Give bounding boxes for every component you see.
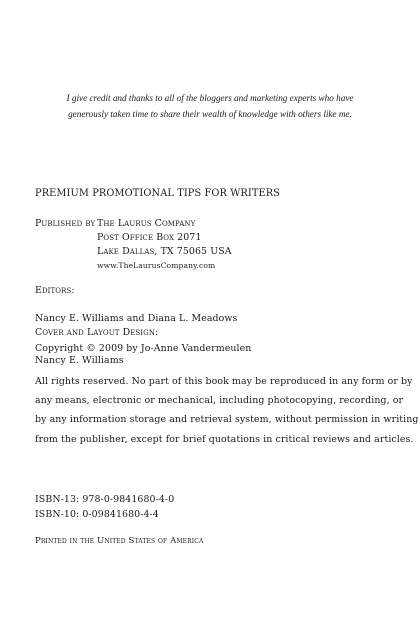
dedication-line: I give credit and thanks to all of the bloggers and marketing experts who have: [66, 93, 354, 103]
publisher-name: The Laurus Company: [97, 218, 196, 229]
rights-notice: [35, 372, 419, 449]
isbn-10: ISBN-10: 0-09841680-4-4: [35, 509, 159, 520]
designer-name: Nancy E. Williams: [35, 355, 124, 366]
rights-line: from the publisher, except for brief quotations in critical reviews and articles.: [35, 433, 414, 445]
publisher-website: www.TheLaurusCompany.com: [97, 261, 216, 270]
design-label: Cover and Layout Design:: [35, 327, 159, 338]
publisher-address-line: Lake Dallas, TX 75065 USA: [97, 246, 232, 257]
isbn-block: [35, 492, 174, 522]
dedication-line: generously taken time to share their wealth of knowledge with others like me.: [68, 109, 352, 119]
dedication: [20, 90, 400, 122]
editors-line: [35, 284, 237, 326]
book-title: PREMIUM PROMOTIONAL TIPS FOR WRITERS: [35, 188, 281, 199]
printed-in-notice: Printed in the United States of America: [35, 536, 204, 546]
publisher-address-line: Post Office Box 2071: [97, 232, 202, 243]
rights-line: All rights reserved. No part of this book may be reproduced in any form or by: [35, 376, 413, 387]
publisher-label: Published by: [35, 218, 96, 229]
isbn-13: ISBN-13: 978-0-9841680-4-0: [35, 494, 175, 505]
copyright-notice: Copyright © 2009 by Jo-Anne Vandermeulen: [35, 343, 252, 354]
editors-names: Nancy E. Williams and Diana L. Meadows: [35, 313, 238, 324]
rights-line: any means, electronic or mechanical, including photocopying, recording, or: [35, 395, 404, 407]
rights-line: by any information storage and retrieval system, without permission in writing: [35, 414, 419, 426]
editors-label: Editors:: [35, 285, 75, 296]
publisher-details: [97, 217, 232, 273]
